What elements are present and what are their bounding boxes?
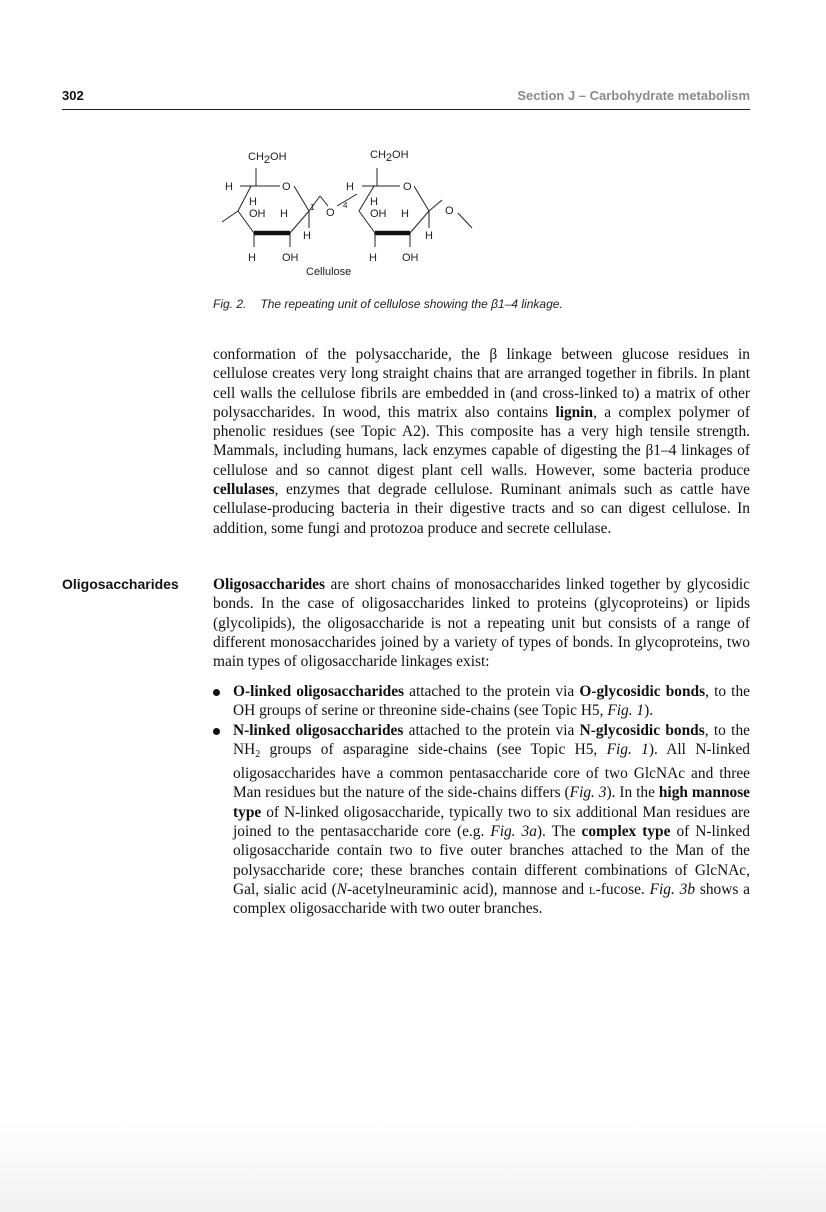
glycosidic-oxygen-label: O xyxy=(445,205,454,217)
ch2oh-label-2: CH2OH xyxy=(370,149,409,164)
carbon-4-label: 4 xyxy=(343,201,348,210)
ch2oh-label-1: CH2OH xyxy=(248,151,287,166)
cellulose-structure-diagram xyxy=(200,138,490,283)
h-label: H xyxy=(425,230,433,242)
running-head: Section J – Carbohydrate metabolism xyxy=(517,88,750,103)
ring-oxygen-label: O xyxy=(403,181,412,193)
cellulose-structure-figure xyxy=(200,138,490,288)
oh-label: OH xyxy=(282,252,299,264)
linkage-types-list xyxy=(213,682,750,919)
h-label: H xyxy=(303,230,311,242)
h-label: H xyxy=(248,252,256,264)
h-label: H xyxy=(346,181,354,193)
figure-caption-label: Fig. 2. xyxy=(213,297,247,311)
cellulose-paragraph: conformation of the polysaccharide, the β linkage between glucose residues in cellulose creates very long straight chains that are arranged together in fibrils. In plant cell walls the cellulose fibrils are embedded in (and cross-linked to) a matrix of other polysaccharides. In wood, this matrix also contains lignin, a complex polymer of phenolic residues (see Topic A2). This composite has a very high tensile strength. Mammals, including humans, lack enzymes capable of digesting the β1–4 linkages of cellulose and so cannot digest plant cell walls. However, some bacteria produce cellulases, enzymes that degrade cellulose. Ruminant animals such as cattle have cellulase-producing bacteria in their digestive tracts and so can digest cellulose. In addition, some fungi and protozoa produce and secrete cellulase. xyxy=(213,346,750,537)
bullet-icon xyxy=(213,728,220,735)
figure-caption xyxy=(213,297,563,311)
header-rule xyxy=(62,109,750,110)
lignin-term: lignin xyxy=(555,403,594,421)
figure-caption-text: The repeating unit of cellulose showing the β1–4 linkage. xyxy=(260,297,563,311)
bullet-icon xyxy=(213,689,220,696)
oh-label: OH xyxy=(249,208,266,220)
h-label: H xyxy=(249,196,257,208)
h-label: H xyxy=(280,208,288,220)
h-label: H xyxy=(369,252,377,264)
cellulases-term: cellulases xyxy=(213,481,275,499)
list-item-n-linked: N-linked oligosaccharides attached to the protein via N-glycosidic bonds, to the NH2 groups of asparagine side-chains (see Topic H5, Fig. 1). All N-linked oligosaccharides have a common pentasaccharide core of two GlcNAc and three Man residues but the nature of the side-chains differs (Fig. 3). In the high mannose type of N-linked oligosaccharide, typically two to six additional Man residues are joined to the pentasaccharide core (e.g. Fig. 3a). The complex type of N-linked oligosaccharide contain two to five outer branches attached to the Man of the polysaccharide core; these branches contain different combinations of GlcNAc, Gal, sialic acid (N-acetylneuraminic acid), mannose and l-fucose. Fig. 3b shows a complex oligosaccharide with two outer branches. xyxy=(213,721,750,919)
oh-label: OH xyxy=(402,252,419,264)
h-label: H xyxy=(225,181,233,193)
list-item-o-linked: O-linked oligosaccharides attached to the protein via O-glycosidic bonds, to the OH groups of serine or threonine side-chains (see Topic H5, Fig. 1). xyxy=(213,682,750,721)
oligosaccharides-term: Oligosaccharides xyxy=(213,576,326,593)
carbon-1-label: 1 xyxy=(310,203,315,212)
h-label: H xyxy=(370,196,378,208)
side-heading-oligosaccharides: Oligosaccharides xyxy=(62,576,179,592)
glycosidic-oxygen-label: O xyxy=(326,207,335,219)
oh-label: OH xyxy=(370,208,387,220)
ring-oxygen-label: O xyxy=(282,181,291,193)
page-number: 302 xyxy=(62,88,84,103)
oligosaccharides-paragraph: Oligosaccharides are short chains of monosaccharides linked together by glycosidic bonds. In the case of oligosaccharides linked to proteins (glycoproteins) or lipids (glycolipids), the oligosaccharide is not a repeating unit but consists of a range of different monosaccharides joined by a variety of types of bonds. In glycoproteins, two main types of oligosaccharide linkages exist: xyxy=(213,576,750,671)
figure-name: Cellulose xyxy=(306,266,352,278)
h-label: H xyxy=(401,208,409,220)
